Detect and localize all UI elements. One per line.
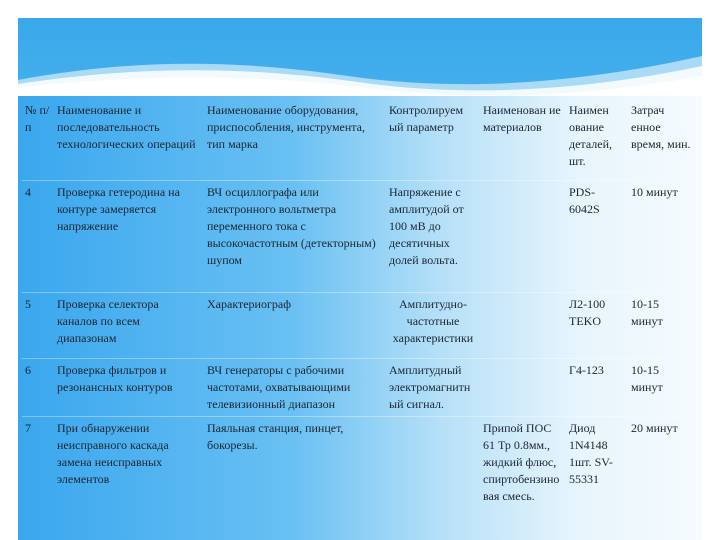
cell-time: 10-15 минут bbox=[628, 292, 696, 358]
cell-operation: Проверка гетеродина на контуре замеряется напряжение bbox=[54, 180, 204, 292]
table-row bbox=[22, 358, 696, 416]
cell-parts: Г4-123 bbox=[566, 358, 628, 416]
cell-operation: Проверка селектора каналов по всем диапазонам bbox=[54, 292, 204, 358]
cell-num: 7 bbox=[22, 416, 54, 526]
cell-parameter bbox=[386, 416, 480, 526]
process-table bbox=[22, 98, 696, 526]
header-num: № п/п bbox=[25, 103, 50, 134]
header-time: Затрач енное время, мин. bbox=[631, 103, 691, 151]
cell-parameter: Амплитудно-частотные характеристики bbox=[386, 292, 480, 358]
header-materials: Наименован ие материалов bbox=[483, 103, 561, 134]
cell-num: 4 bbox=[22, 180, 54, 292]
cell-materials bbox=[480, 358, 566, 416]
cell-operation: При обнаружении неисправного каскада замена неисправных элементов bbox=[54, 416, 204, 526]
cell-time: 10-15 минут bbox=[628, 358, 696, 416]
cell-parameter: Напряжение с амплитудой от 100 мВ до десятичных долей вольта. bbox=[386, 180, 480, 292]
table-header-row bbox=[22, 98, 696, 180]
cell-num: 6 bbox=[22, 358, 54, 416]
cell-time: 10 минут bbox=[628, 180, 696, 292]
cell-parameter: Амплитудный электромагнитн ый сигнал. bbox=[386, 358, 480, 416]
table-row bbox=[22, 292, 696, 358]
cell-equipment: ВЧ генераторы с рабочими частотами, охватывающими телевизионный диапазон bbox=[204, 358, 386, 416]
cell-equipment: Паяльная станция, пинцет, бокорезы. bbox=[204, 416, 386, 526]
header-parameter: Контролируем ый параметр bbox=[389, 103, 464, 134]
cell-parts: Диод 1N4148 1шт. SV-55331 bbox=[566, 416, 628, 526]
cell-equipment: ВЧ осциллографа или электронного вольтметра переменного тока с высокочастотным (детекторным) шупом bbox=[204, 180, 386, 292]
cell-parts: PDS-6042S bbox=[566, 180, 628, 292]
table-row bbox=[22, 416, 696, 526]
cell-operation: Проверка фильтров и резонансных контуров bbox=[54, 358, 204, 416]
cell-time: 20 минут bbox=[628, 416, 696, 526]
cell-num: 5 bbox=[22, 292, 54, 358]
header-equipment: Наименование оборудования, приспособления, инструмента, тип марка bbox=[207, 103, 366, 151]
cell-equipment: Характериограф bbox=[204, 292, 386, 358]
cell-parts: Л2-100 TEKO bbox=[566, 292, 628, 358]
header-operation: Наименование и последовательность технологических операций bbox=[57, 103, 196, 151]
table-row bbox=[22, 180, 696, 292]
cell-materials bbox=[480, 180, 566, 292]
cell-materials: Припой ПОС 61 Тр 0.8мм., жидкий флюс, спиртобензино вая смесь. bbox=[480, 416, 566, 526]
header-parts: Наимен ование деталей, шт. bbox=[569, 103, 612, 168]
cell-materials bbox=[480, 292, 566, 358]
